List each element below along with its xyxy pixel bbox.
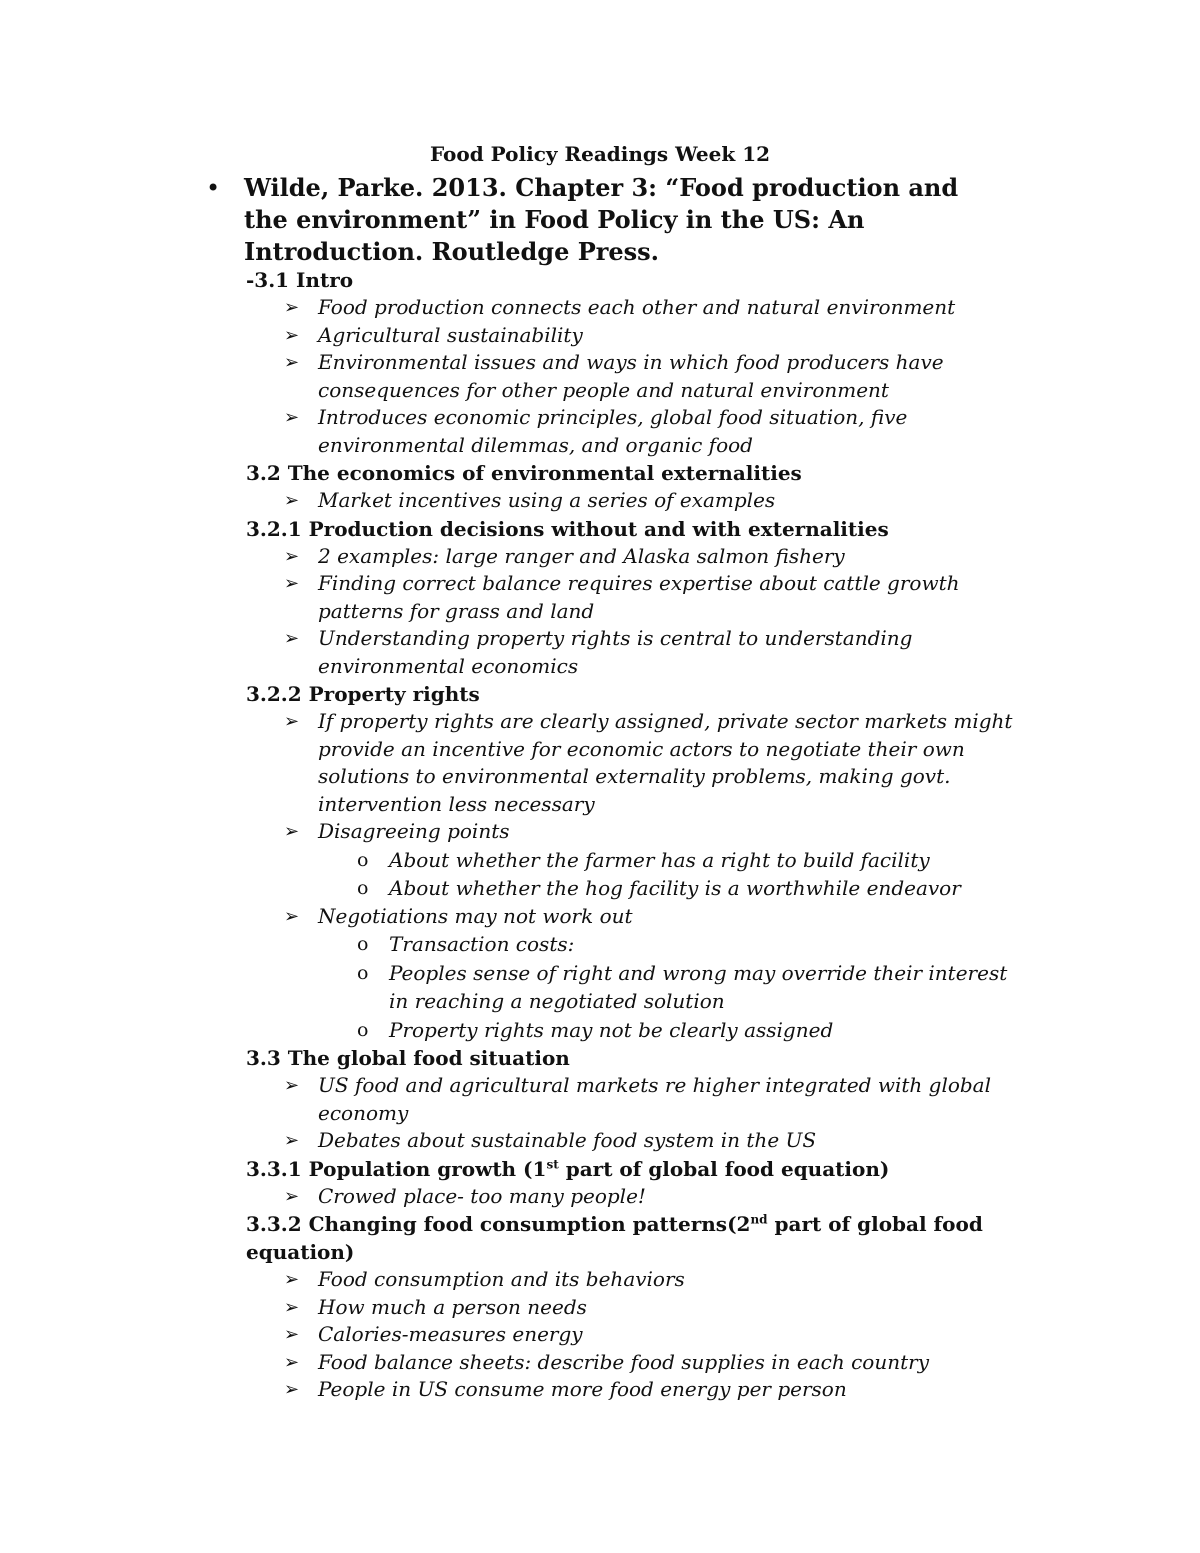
list-item [284,570,1018,625]
sub-list-item-text: Peoples sense of right and wrong may override their interest in reaching a negotiated solution [389,960,1008,1013]
list-item [284,322,1018,350]
circle-bullet-icon: o [357,1018,369,1041]
sub-list-item [357,959,1019,1016]
arrow-bullet-icon: ➢ [284,352,300,373]
list-item [284,1321,1018,1349]
arrow-bullet-icon: ➢ [284,545,300,567]
circle-bullet-icon: o [357,877,369,899]
sub-list-item [357,846,1019,875]
list-item [284,818,1018,846]
list-item-text: People in US consume more food energy per person [318,1377,847,1401]
arrow-bullet-icon: ➢ [284,1324,300,1345]
list-item-text: Finding correct balance requires expertise about cattle growth patterns for grass and land [318,571,960,623]
list-item-text: Crowed place- too many people! [318,1183,646,1208]
list-item-text: Debates about sustainable food system in the US [318,1128,817,1152]
arrow-bullet-icon: ➢ [284,490,300,511]
arrow-bullet-icon: ➢ [284,1379,300,1400]
sub-list-item [357,874,1019,903]
sub-list-item-text: Transaction costs: [389,932,575,956]
list-item [284,349,1018,404]
sub-list-item-text: Property rights may not be clearly assigned [389,1017,834,1042]
section-heading: 3.2.2 Property rights [246,682,480,706]
list-item-text: How much a person needs [318,1294,587,1319]
arrow-bullet-icon: ➢ [284,628,300,649]
list-item-text: Food consumption and its behaviors [318,1267,685,1291]
list-item-text: Market incentives using a series of examples [318,488,776,512]
list-item-text: Food balance sheets: describe food supplies in each country [318,1349,929,1374]
list-item-text: 2 examples: large ranger and Alaska salmon fishery [318,543,845,568]
list-item [284,1376,1018,1404]
list-item [284,625,1018,680]
section-heading: 3.2 The economics of environmental externalities [246,461,802,485]
arrow-bullet-icon: ➢ [284,297,300,318]
document-title: Food Policy Readings Week 12 [429,142,771,166]
list-item [284,903,1018,931]
sub-list-item [357,930,1019,959]
list-item [284,487,1018,515]
list-item-text: Disagreeing points [318,819,510,843]
list-item-text: Environmental issues and ways in which food producers have consequences for other people and natural environment [318,350,944,402]
list-item [284,1294,1018,1322]
section-heading: 3.2.1 Production decisions without and with externalities [246,516,889,541]
sub-list-item [357,1016,1019,1045]
list-item-text: US food and agricultural markets re higher integrated with global economy [318,1073,991,1125]
list-item-text: Agricultural sustainability [318,322,583,347]
bullet-dot-icon: • [206,174,221,202]
arrow-bullet-icon: ➢ [284,1130,300,1151]
circle-bullet-icon: o [357,961,369,984]
sub-list-item-text: About whether the hog facility is a worthwhile endeavor [389,876,961,900]
section-heading: 3.3.1 Population growth (1st part of global food equation) [246,1156,890,1181]
list-item [284,1183,1018,1211]
list-item [284,1266,1018,1294]
arrow-bullet-icon: ➢ [284,1296,300,1318]
arrow-bullet-icon: ➢ [284,324,300,346]
arrow-bullet-icon: ➢ [284,821,300,842]
arrow-bullet-icon: ➢ [284,407,300,428]
list-item [284,404,1018,459]
list-item [284,1127,1018,1155]
citation: Wilde, Parke. 2013. Chapter 3: “Food production and the environment” in Food Policy in the US: An Introduction. Routledge Press. [244,173,959,266]
list-item-text: Introduces economic principles, global food situation, five environmental dilemmas, and organic food [318,405,908,457]
arrow-bullet-icon: ➢ [284,1185,300,1207]
arrow-bullet-icon: ➢ [284,1269,300,1290]
list-item [284,294,1018,322]
list-item-text: Food production connects each other and natural environment [318,295,956,319]
list-item [284,543,1018,571]
list-item-text: Understanding property rights is central to understanding environmental economics [318,626,913,678]
arrow-bullet-icon: ➢ [284,1351,300,1373]
outline-body [0,266,1200,1404]
section-heading: 3.3.2 Changing food consumption patterns(2nd part of global food equation) [246,1212,983,1264]
arrow-bullet-icon: ➢ [284,573,300,594]
list-item-text: Negotiations may not work out [318,903,633,928]
list-item-text: Calories-measures energy [318,1322,583,1346]
sub-list-item-text: About whether the farmer has a right to build facility [389,847,930,872]
list-item [284,1349,1018,1377]
section-heading: -3.1 Intro [246,268,354,292]
arrow-bullet-icon: ➢ [284,1075,300,1096]
list-item-text: If property rights are clearly assigned, private sector markets might provide an incentive for economic actors to negotiate their own solutions to environmental externality problems, making govt. intervention less necessary [318,709,1013,816]
arrow-bullet-icon: ➢ [284,711,300,732]
list-item [284,708,1018,818]
arrow-bullet-icon: ➢ [284,905,300,927]
section-heading: 3.3 The global food situation [246,1046,570,1070]
circle-bullet-icon: o [357,933,369,955]
circle-bullet-icon: o [357,848,369,871]
list-item [284,1072,1018,1127]
